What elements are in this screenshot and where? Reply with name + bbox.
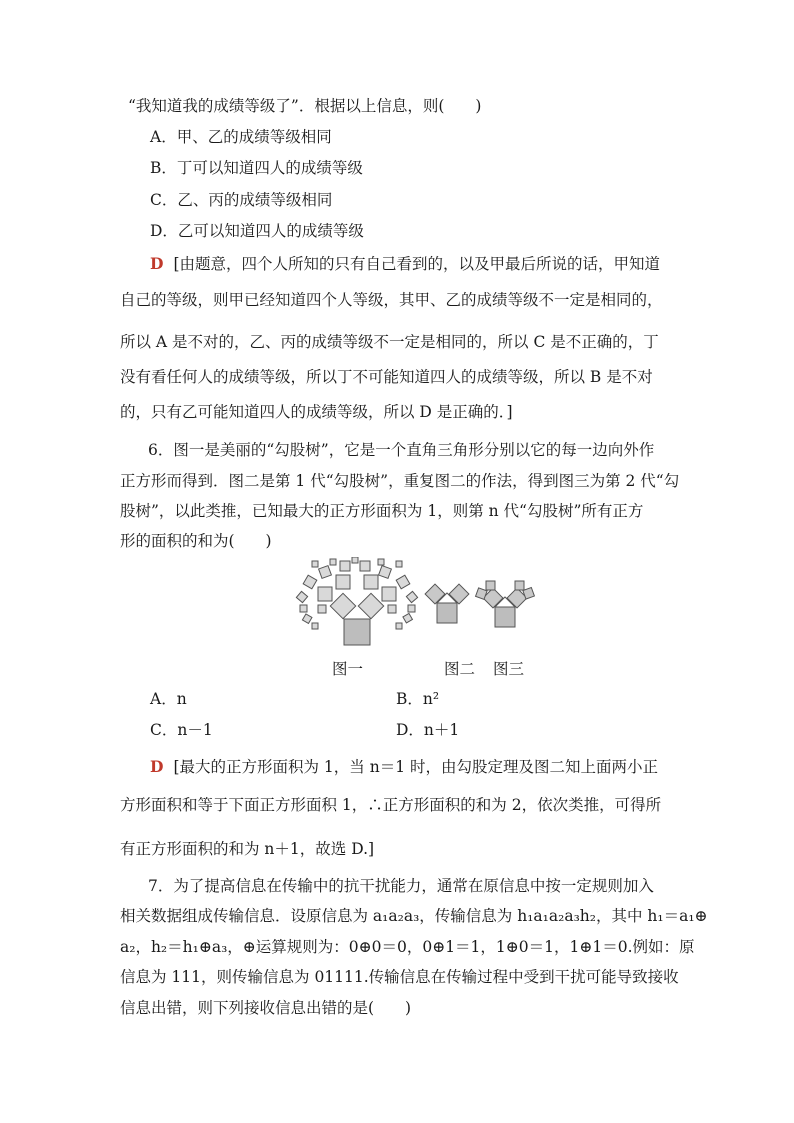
q5-solution-line-1	[150, 254, 660, 274]
q6-solution-line-1	[150, 757, 658, 777]
figure-two-caption: 图二	[444, 660, 476, 678]
q6-solution-line-2: 方形面积和等于下面正方形面积 1，∴正方形面积的和为 2，依次类推，可得所	[120, 796, 662, 814]
q7-stem-line-3: a₂，h₂＝h₁⊕a₃，⊕运算规则为：0⊕0＝0，0⊕1＝1，1⊕0＝1，1⊕1＝0.例如：原	[120, 938, 695, 956]
pythagoras-tree-figure	[0, 557, 794, 667]
q6-answer: D	[150, 757, 164, 776]
q6-option-d[interactable]: D．n＋1	[396, 721, 460, 739]
q7-stem-line-1: 7．为了提高信息在传输中的抗干扰能力，通常在原信息中按一定规则加入	[148, 877, 654, 895]
q6-stem-line-1: 6．图一是美丽的“勾股树”，它是一个直角三角形分别以它的每一边向外作	[148, 441, 655, 459]
q5-solution-line-4: 没有看任何人的成绩等级，所以丁不可能知道四人的成绩等级，所以 B 是不对	[120, 368, 653, 386]
figure-one-caption: 图一	[332, 660, 364, 678]
q5-stem-tail: “我知道我的成绩等级了”．根据以上信息，则( )	[128, 97, 482, 115]
figure-two-tree	[425, 584, 469, 623]
q5-option-a[interactable]: A．甲、乙的成绩等级相同	[150, 128, 332, 146]
q7-stem-line-5: 信息出错，则下列接收信息出错的是( )	[120, 999, 412, 1017]
q5-answer: D	[150, 254, 164, 273]
q6-stem-line-4: 形的面积的和为( )	[120, 532, 272, 550]
q6-option-a[interactable]: A．n	[150, 690, 187, 708]
q5-option-d[interactable]: D．乙可以知道四人的成绩等级	[150, 222, 364, 240]
q7-stem-line-2: 相关数据组成传输信息．设原信息为 a₁a₂a₃，传输信息为 h₁a₁a₂a₃h₂，其中 h₁＝a₁⊕	[120, 907, 708, 925]
figure-three-tree	[476, 581, 535, 627]
q5-option-b[interactable]: B．丁可以知道四人的成绩等级	[150, 159, 363, 177]
q7-stem-line-4: 信息为 111，则传输信息为 01111.传输信息在传输过程中受到干扰可能导致接收	[120, 968, 679, 986]
q5-solution-text-1: [由题意，四个人所知的只有自己看到的，以及甲最后所说的话，甲知道	[173, 255, 661, 273]
q6-stem-line-2: 正方形而得到．图二是第 1 代“勾股树”，重复图二的作法，得到图三为第 2 代“勾	[120, 472, 680, 490]
figure-three-caption: 图三	[493, 660, 525, 678]
q5-solution-line-5: 的，只有乙可能知道四人的成绩等级，所以 D 是正确的．]	[120, 403, 513, 421]
q5-solution-line-2: 自己的等级，则甲已经知道四个人等级，其甲、乙的成绩等级不一定是相同的，	[120, 291, 663, 309]
q6-stem-line-3: 股树”，以此类推，已知最大的正方形面积为 1，则第 n 代“勾股树”所有正方	[120, 502, 644, 520]
q6-solution-text-1: [最大的正方形面积为 1，当 n＝1 时，由勾股定理及图二知上面两小正	[173, 758, 658, 776]
q6-solution-line-3: 有正方形面积的和为 n＋1，故选 D.]	[120, 840, 375, 858]
q5-option-c[interactable]: C．乙、丙的成绩等级相同	[150, 191, 333, 209]
q5-solution-line-3: 所以 A 是不对的，乙、丙的成绩等级不一定是相同的，所以 C 是不正确的，丁	[120, 333, 659, 351]
q6-option-c[interactable]: C．n－1	[150, 721, 213, 739]
q6-option-b[interactable]: B．n²	[396, 690, 440, 708]
figure-one-tree	[296, 557, 417, 645]
